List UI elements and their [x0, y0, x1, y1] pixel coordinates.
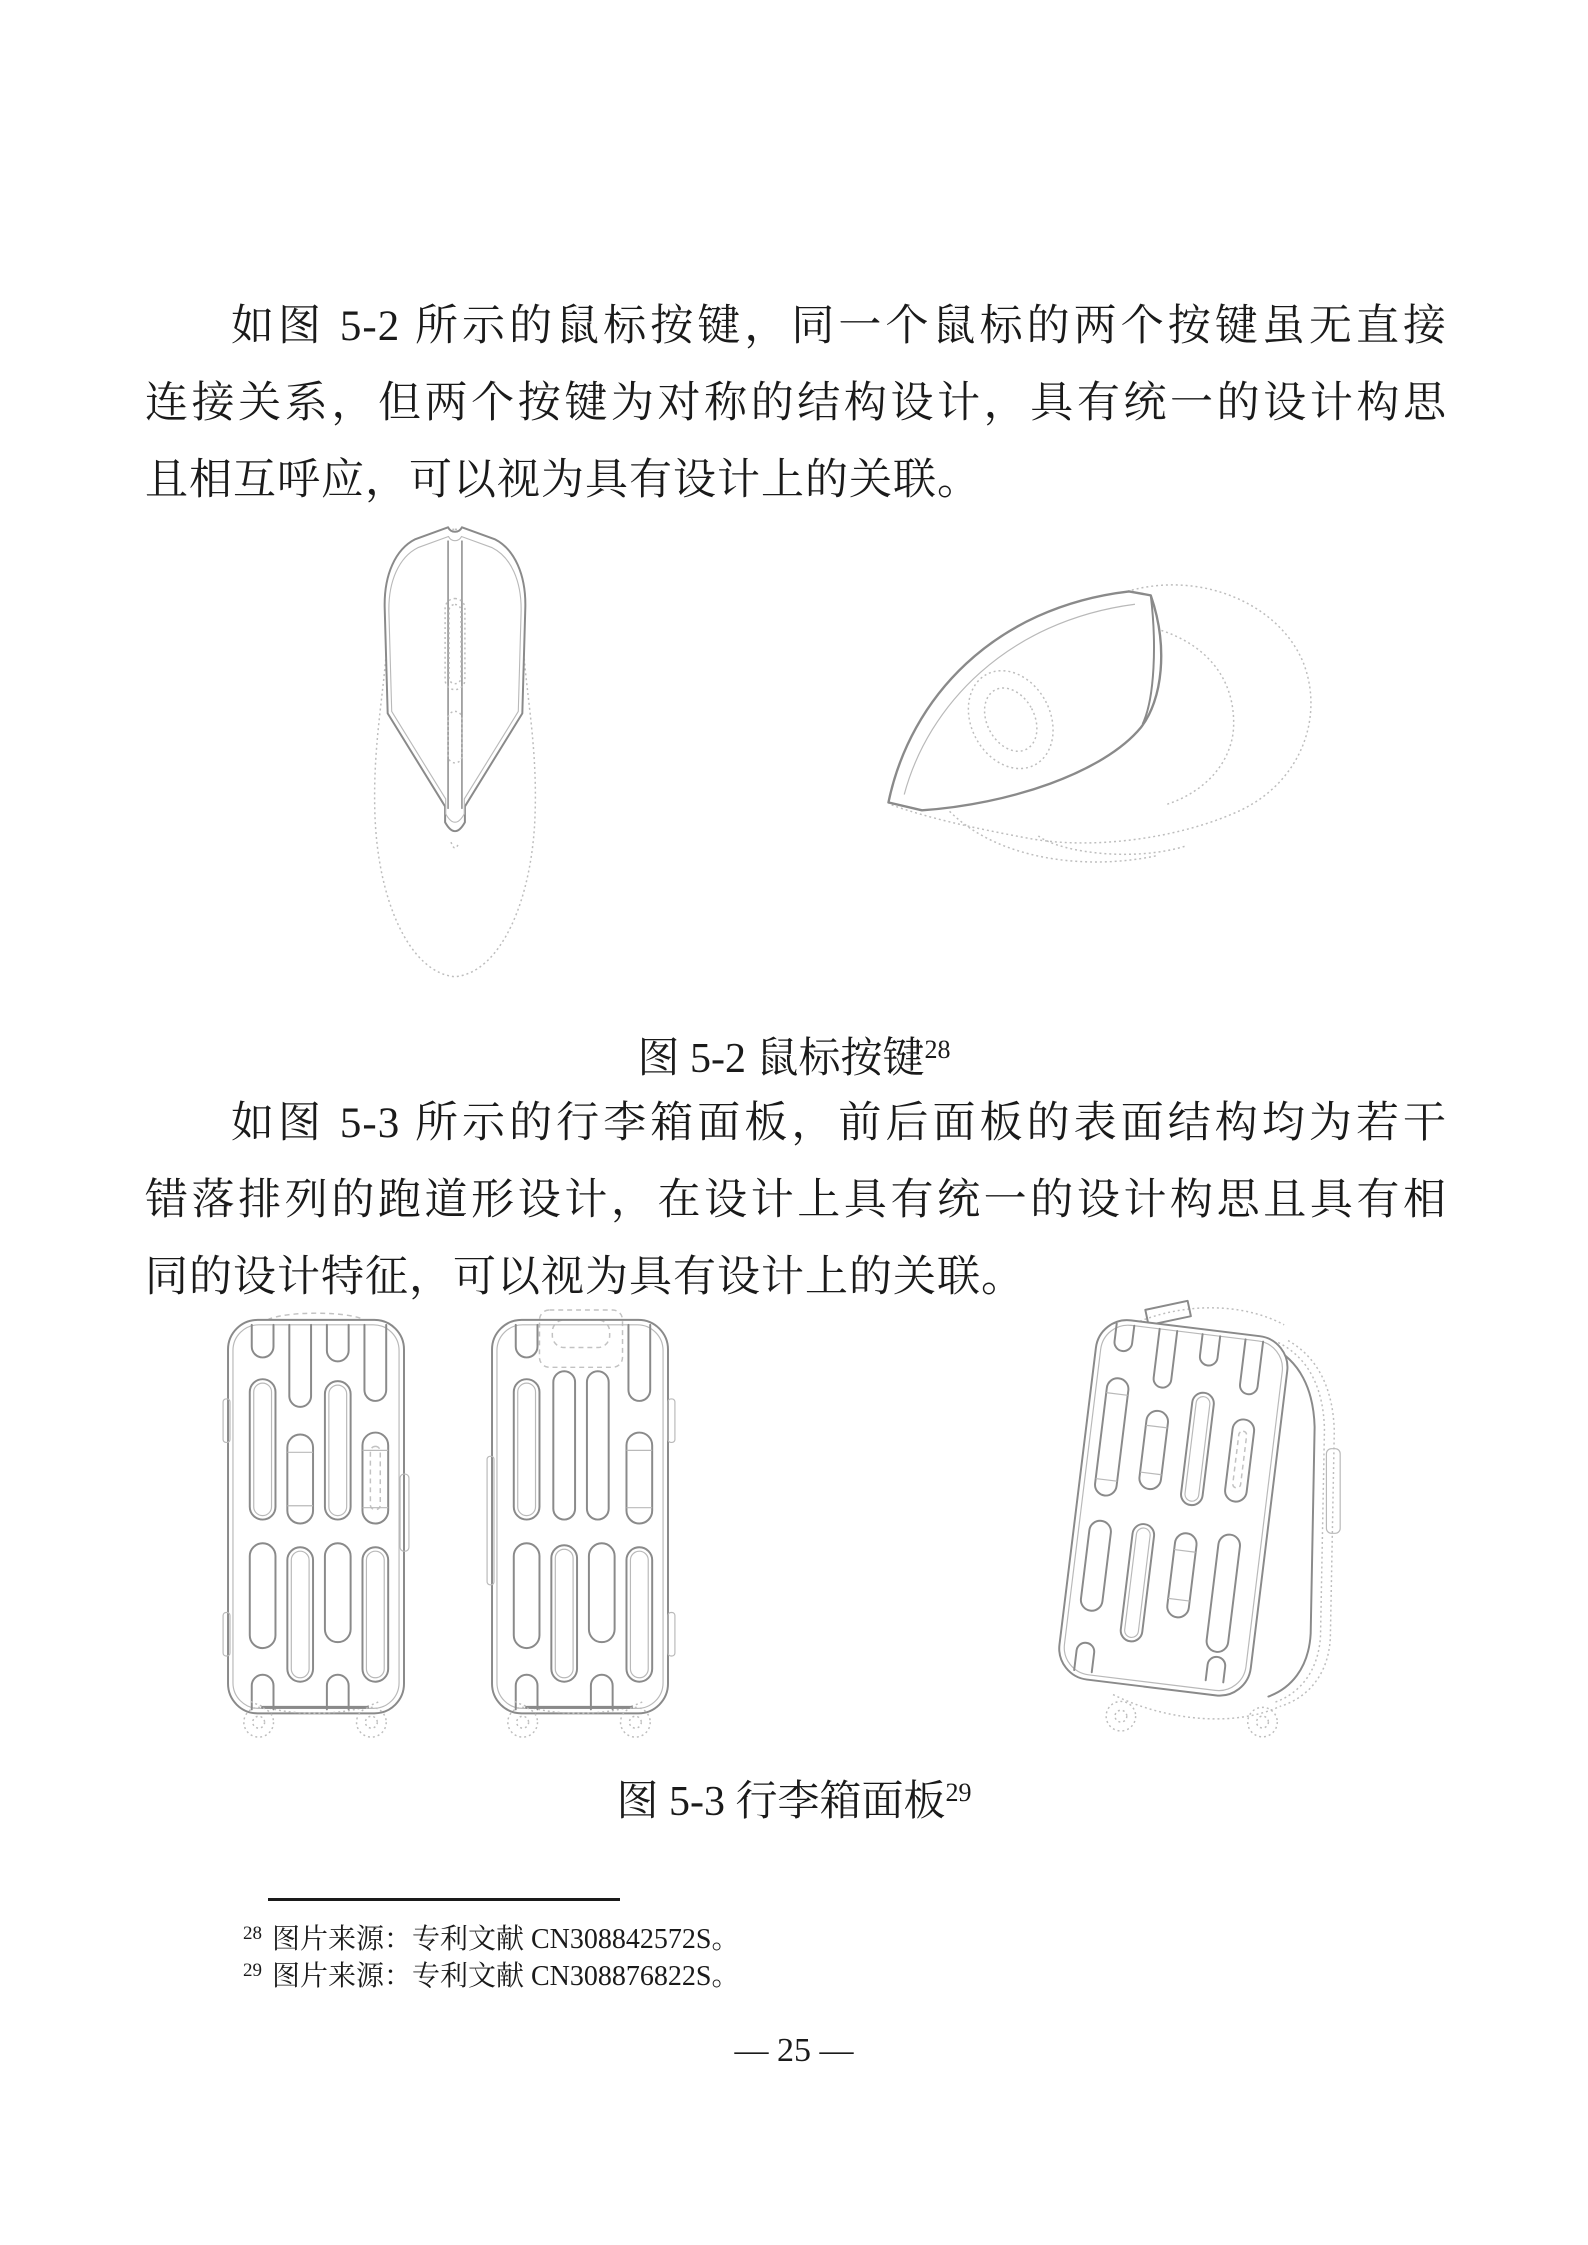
page-number: — 25 — [734, 2032, 854, 2069]
body-paragraph-2 [145, 1085, 1447, 1316]
paragraph-line: 错落排列的跑道形设计，在设计上具有统一的设计构思且具有相 [145, 1177, 1447, 1224]
wheel-hub [1257, 1716, 1269, 1728]
paragraph-line: 连接关系，但两个按键为对称的结构设计，具有统一的设计构思 [145, 380, 1447, 427]
caption-text: 图 5-3 行李箱面板 [616, 1779, 946, 1825]
suitcase-perspective-drawing [1056, 1298, 1351, 1743]
side-handle [1326, 1449, 1340, 1534]
front-panel-tilted [1056, 1317, 1291, 1700]
corner-guard [668, 1399, 675, 1443]
footnote-separator-rule [268, 1898, 620, 1901]
suitcase-front-view-drawing [222, 1308, 412, 1743]
mouse-top-view-drawing [356, 512, 554, 990]
top-handle-dashed [268, 1313, 365, 1320]
wheel-hub [517, 1716, 529, 1728]
figure-5-3-caption [0, 1765, 1588, 1830]
paragraph-line: 如图 5-2 所示的鼠标按键，同一个鼠标的两个按键虽无直接 [231, 303, 1447, 350]
footnote-number: 28 [243, 1923, 262, 1944]
bottom-dashed-band [1113, 1695, 1280, 1719]
footnote-text: 图片来源：专利文献 CN308876822S。 [272, 1961, 740, 1992]
footnote-text: 图片来源：专利文献 CN308842572S。 [272, 1924, 740, 1955]
paragraph-line: 且相互呼应，可以视为具有设计上的关联。 [145, 457, 981, 504]
footnote-29 [243, 1952, 1143, 1995]
paragraph-line: 如图 5-3 所示的行李箱面板，前后面板的表面结构均为若干 [231, 1100, 1447, 1147]
mouse-buttons-plate [888, 591, 1161, 810]
wheel [1248, 1707, 1278, 1737]
racetrack-panel-pattern [514, 1325, 652, 1710]
wheel [621, 1707, 651, 1737]
body-bottom-dashed-2 [1038, 836, 1186, 854]
corner-guard [668, 1613, 675, 1657]
name-tag [1145, 1301, 1191, 1325]
footnote-ref-superscript: 28 [924, 1035, 951, 1064]
paragraph-line: 同的设计特征，可以视为具有设计上的关联。 [145, 1254, 1025, 1301]
body-paragraph-1 [145, 288, 1447, 519]
trolley-tube [553, 1371, 575, 1519]
figure-5-2-caption [0, 1022, 1588, 1087]
trolley-tube [587, 1371, 609, 1519]
suitcase-back-view-drawing [486, 1308, 676, 1743]
wheel-hub [1115, 1710, 1127, 1722]
wheel-hub [629, 1716, 641, 1728]
trolley-handle-grip [552, 1320, 609, 1348]
caption-text: 图 5-2 鼠标按键 [637, 1036, 925, 1082]
footnote-number: 29 [243, 1960, 262, 1981]
wheel-hub [365, 1716, 377, 1728]
suitcase-shell-inner [233, 1325, 399, 1709]
mouse-buttons-plate [385, 527, 526, 831]
racetrack-panel-pattern [250, 1325, 388, 1710]
footnote-ref-superscript: 29 [945, 1778, 972, 1807]
wheel-hub [253, 1716, 265, 1728]
body-contour-dashed [1157, 629, 1234, 805]
trolley-handle-dashed [539, 1310, 622, 1367]
suitcase-shell-inner [497, 1325, 663, 1709]
wheel [1106, 1701, 1136, 1731]
plate-tip-dashed [451, 842, 459, 848]
mouse-perspective-drawing [860, 550, 1335, 905]
wheel [357, 1707, 387, 1737]
suitcase-shell [1056, 1317, 1291, 1700]
